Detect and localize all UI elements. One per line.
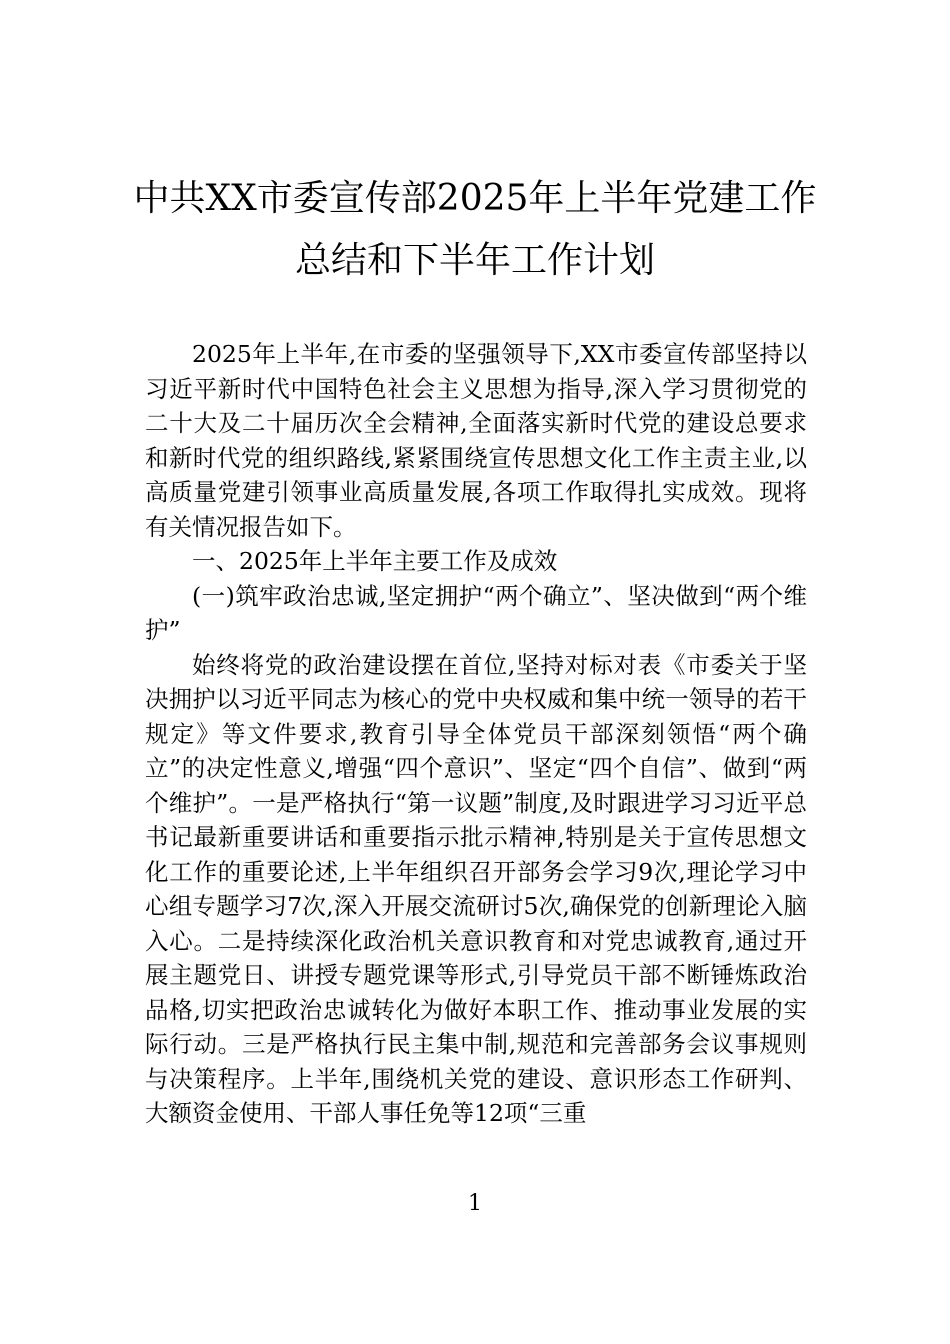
document-body (145, 337, 807, 1131)
body-paragraph: 始终将党的政治建设摆在首位,坚持对标对表《市委关于坚决拥护以习近平同志为核心的党中央权威和集中统一领导的若干规定》等文件要求,教育引导全体党员干部深刻领悟“两个确立”的决定性意义,增强“四个意识”、坚定“四个自信”、做到“两个维护”。一是严格执行“第一议题”制度,及时跟进学习习近平总书记最新重要讲话和重要指示批示精神,特别是关于宣传思想文化工作的重要论述,上半年组织召开部务会学习9次,理论学习中心组专题学习7次,深入开展交流研讨5次,确保党的创新理论入脑入心。二是持续深化政治机关意识教育和对党忠诚教育,通过开展主题党日、讲授专题党课等形式,引导党员干部不断锤炼政治品格,切实把政治忠诚转化为做好本职工作、推动事业发展的实际行动。三是严格执行民主集中制,规范和完善部务会议事规则与决策程序。上半年,围绕机关党的建设、意识形态工作研判、大额资金使用、干部人事任免等12项“三重 (145, 650, 807, 1127)
subsection-heading: (一)筑牢政治忠诚,坚定拥护“两个确立”、坚决做到“两个维护” (145, 581, 807, 644)
section-heading: 一、2025年上半年主要工作及成效 (192, 547, 558, 575)
intro-paragraph: 2025年上半年,在市委的坚强领导下,XX市委宣传部坚持以习近平新时代中国特色社会主义思想为指导,深入学习贯彻党的二十大及二十届历次全会精神,全面落实新时代党的建设总要求和新时代党的组织路线,紧紧围绕宣传思想文化工作主责主业,以高质量党建引领事业高质量发展,各项工作取得扎实成效。现将有关情况报告如下。 (145, 340, 807, 541)
page-number: 1 (468, 1191, 482, 1216)
document-title: 中共XX市委宣传部2025年上半年党建工作总结和下半年工作计划 (133, 178, 817, 281)
